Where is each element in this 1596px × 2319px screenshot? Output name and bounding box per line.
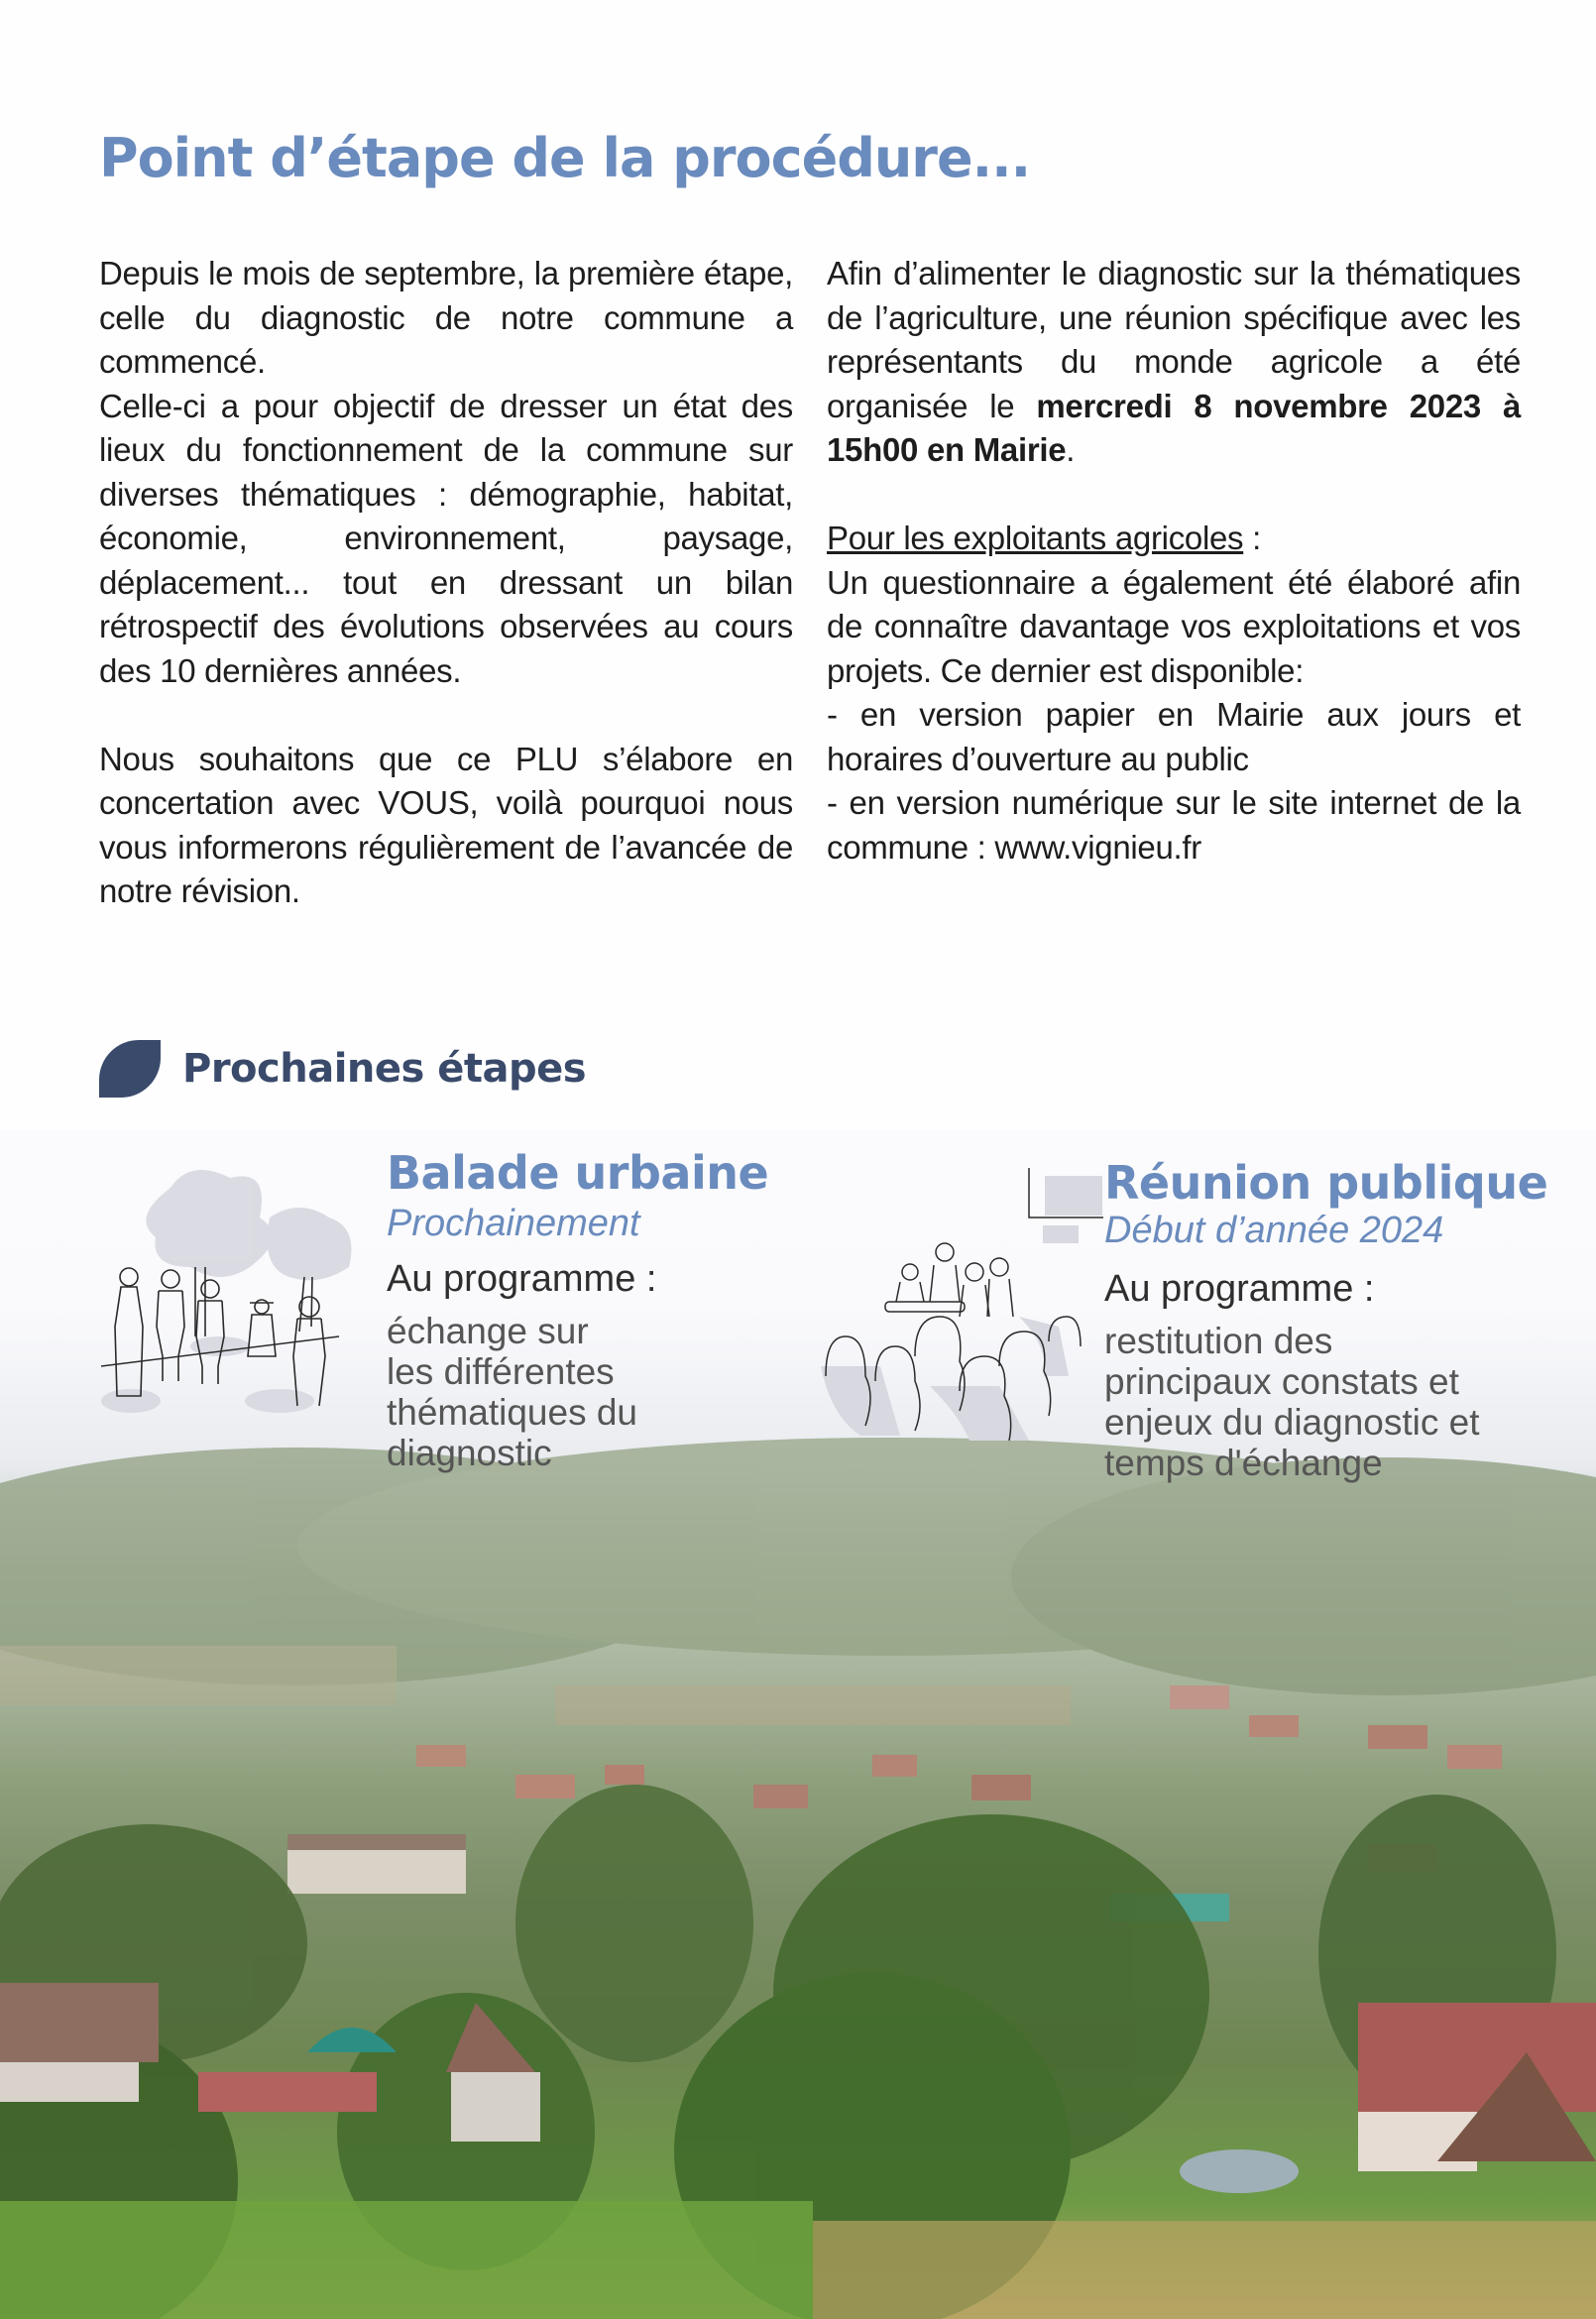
next-steps-title: Prochaines étapes bbox=[182, 1046, 587, 1092]
paper-version-item: - en version papier en Mairie aux jours et horaires d’ouverture au public bbox=[827, 696, 1521, 777]
farmers-heading bbox=[827, 517, 1521, 561]
description-line: les différentes bbox=[387, 1351, 615, 1392]
farmers-label: Pour les exploitants agricoles bbox=[827, 520, 1244, 556]
walking-group-illustration bbox=[101, 1158, 379, 1426]
step-date: Prochainement bbox=[387, 1203, 640, 1244]
step-title: Réunion publique bbox=[1104, 1156, 1548, 1210]
next-steps-header bbox=[99, 1039, 586, 1099]
agriculture-paragraph bbox=[827, 252, 1521, 473]
digital-version-item: - en version numérique sur le site internet de la commune : www.vignieu.fr bbox=[827, 784, 1521, 866]
program-label: Au programme : bbox=[387, 1258, 657, 1300]
colon: : bbox=[1243, 520, 1261, 556]
description-line: principaux constats et bbox=[1104, 1361, 1459, 1402]
questionnaire-paragraph: Un questionnaire a également été élaboré afin de connaître davantage vos exploitations et vos projets. Ce dernier est disponible: bbox=[827, 563, 1521, 689]
step-card-balade-urbaine bbox=[387, 1146, 803, 1473]
description-line: diagnostic bbox=[387, 1433, 552, 1473]
step-description bbox=[1104, 1321, 1580, 1483]
step-description bbox=[387, 1311, 803, 1473]
left-column bbox=[99, 252, 793, 914]
step-card-reunion-publique bbox=[1104, 1156, 1580, 1483]
agriculture-text: Afin d’alimenter le diagnostic sur la thématiques de l’agriculture, une réunion spécifique avec les représentants du monde agricole a été organisée le bbox=[827, 255, 1521, 424]
objective-paragraph: Celle-ci a pour objectif de dresser un état des lieux du fonctionnement de la commune sur diverses thématiques : démographie, habitat, économie, environnement, paysage, déplacement... tout en dressant un bilan rétrospectif des évolutions observées au cours des 10 dernières années. bbox=[99, 387, 793, 689]
period: . bbox=[1066, 431, 1076, 468]
concertation-paragraph: Nous souhaitons que ce PLU s’élabore en concertation avec VOUS, voilà pourquoi nous vous informerons régulièrement de l’avancée de notre révision. bbox=[99, 740, 793, 909]
description-line: temps d'échange bbox=[1104, 1443, 1383, 1483]
spacer bbox=[99, 693, 793, 738]
description-line: échange sur bbox=[387, 1311, 589, 1351]
page-title: Point d’étape de la procédure... bbox=[99, 127, 1031, 189]
right-column bbox=[827, 252, 1521, 870]
step-title: Balade urbaine bbox=[387, 1146, 769, 1200]
meeting-date: mercredi 8 novembre 2023 à 15h00 en Mairie bbox=[827, 387, 1522, 468]
spacer bbox=[827, 473, 1521, 518]
public-meeting-illustration bbox=[821, 1168, 1108, 1446]
step-date: Début d’année 2024 bbox=[1104, 1210, 1444, 1251]
description-line: thématiques du bbox=[387, 1392, 638, 1433]
intro-paragraph: Depuis le mois de septembre, la première étape, celle du diagnostic de notre commune a commencé. bbox=[99, 255, 793, 380]
description-line: enjeux du diagnostic et bbox=[1104, 1402, 1480, 1443]
leaf-icon bbox=[99, 1040, 161, 1098]
program-label: Au programme : bbox=[1104, 1268, 1375, 1310]
description-line: restitution des bbox=[1104, 1321, 1333, 1361]
